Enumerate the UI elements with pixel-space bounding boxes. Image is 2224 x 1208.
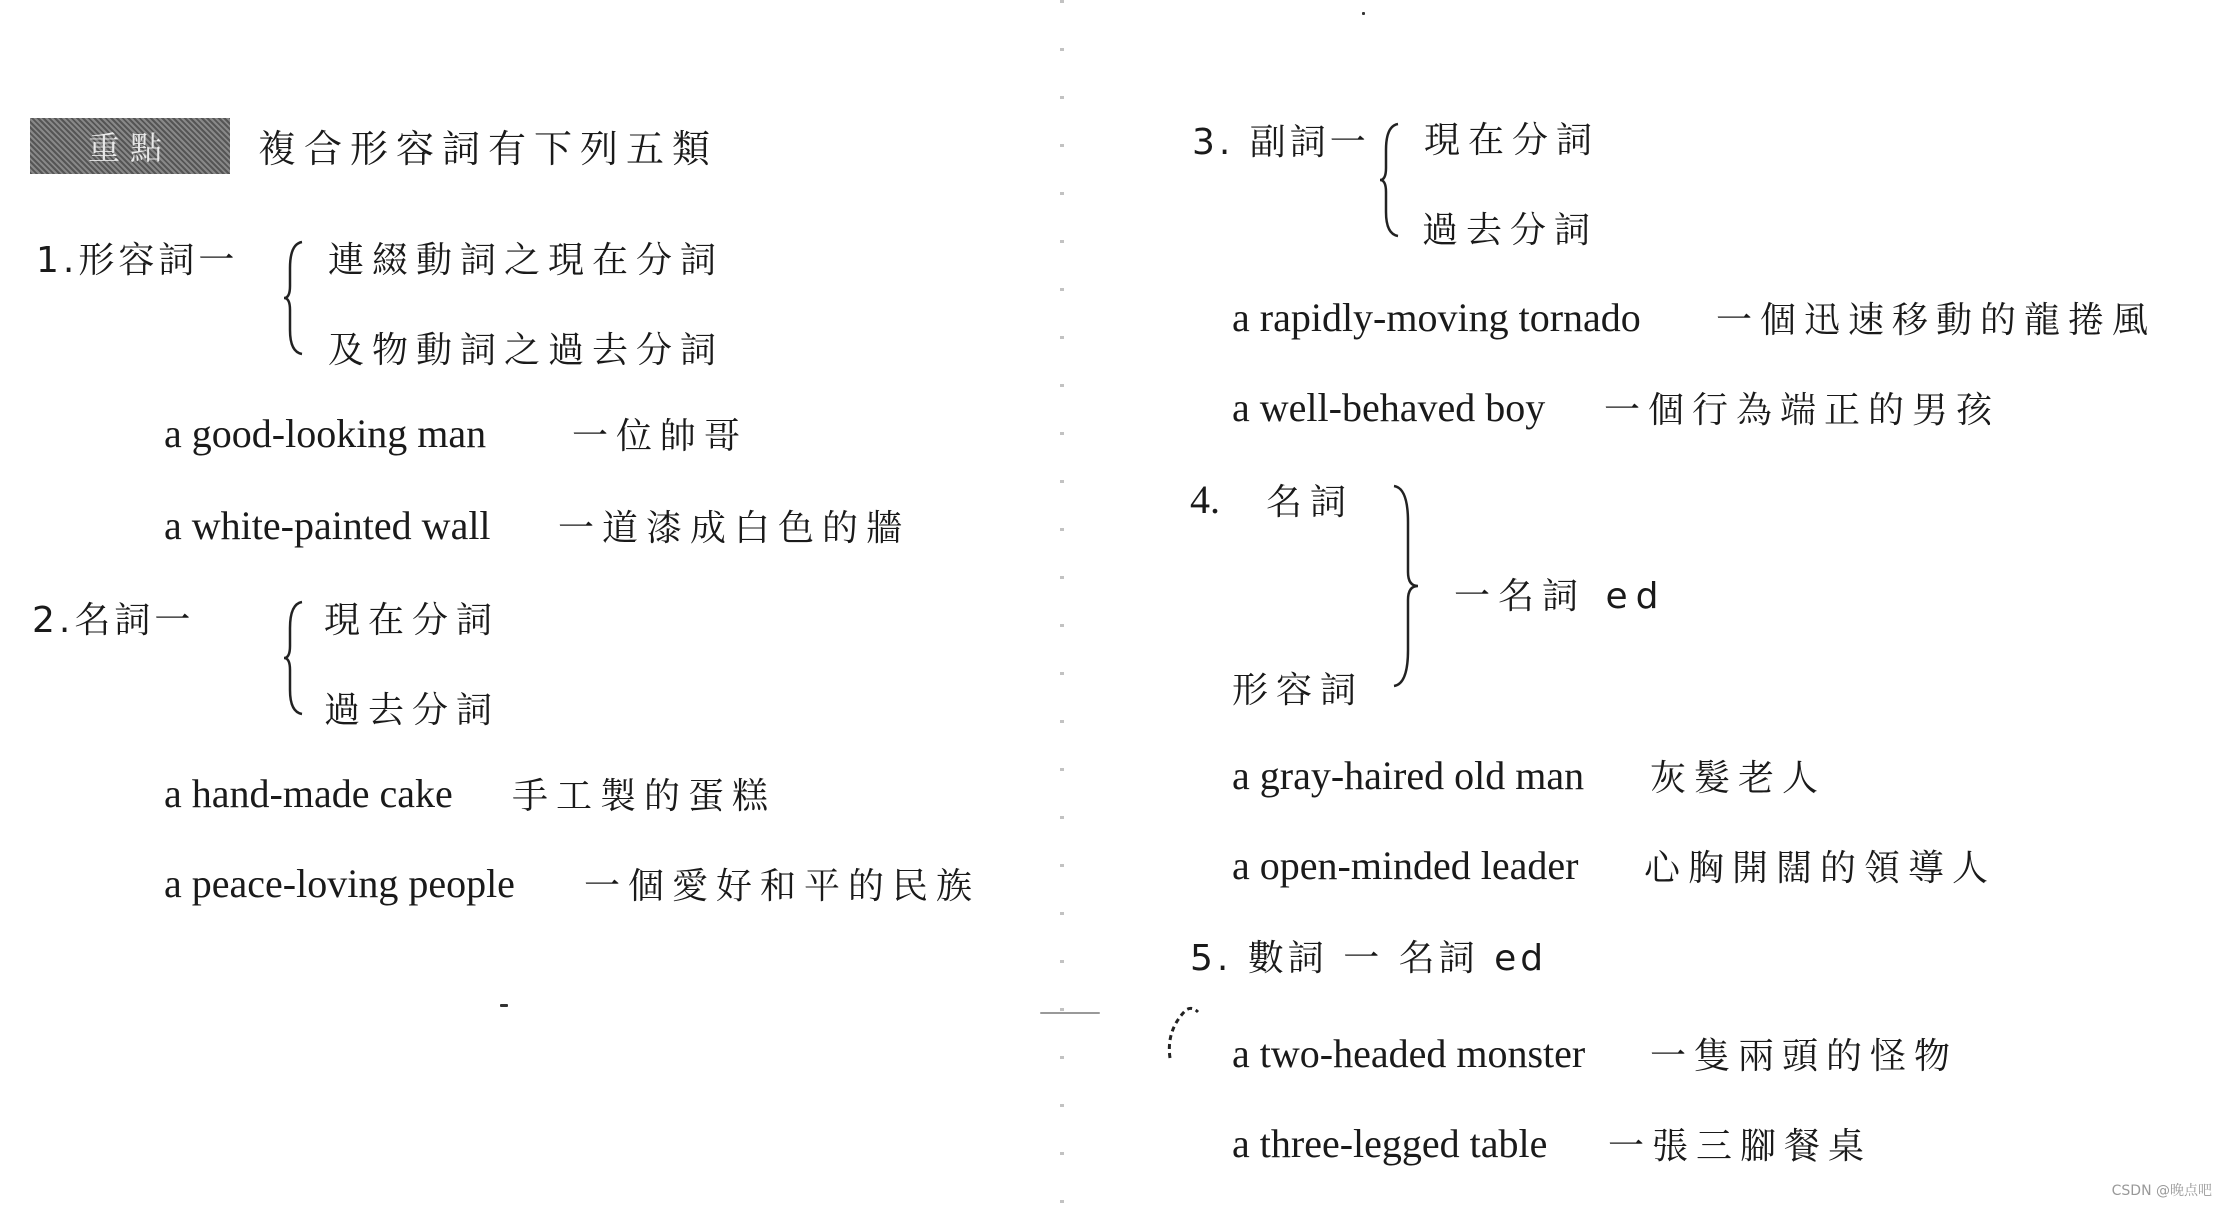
example-1b-en: a white-painted wall [164,503,491,548]
section-1-brace-top: 連綴動詞之現在分詞 [328,240,725,281]
section-2-brace [282,598,306,718]
section-4-number: 4. [1190,477,1220,522]
section-4-top: 名詞 [1266,482,1355,523]
section-3-brace-top: 現在分詞 [1424,120,1601,161]
example-3a-zh: 一個迅速移動的龍捲風 [1716,300,2157,341]
handwritten-mark [1160,1000,1208,1064]
section-1-label: 1.形容詞一 [36,240,239,281]
page-heading: 複合形容詞有下列五類 [258,127,719,171]
example-5b-en: a three-legged table [1232,1121,1548,1166]
example-4b-en: a open-minded leader [1232,843,1579,888]
section-2-brace-top: 現在分詞 [324,600,501,641]
example-1a-zh: 一位帥哥 [572,416,749,457]
watermark: CSDN @晚点吧 [2111,1183,2212,1199]
example-2a-en: a hand-made cake [164,771,453,816]
example-1b-zh: 一道漆成白色的牆 [558,508,911,549]
example-4a-zh: 灰髮老人 [1650,758,1827,799]
example-5b-zh: 一張三腳餐桌 [1608,1126,1873,1167]
example-4a-en: a gray-haired old man [1232,753,1585,798]
scan-speck [1362,12,1365,15]
section-3-brace [1378,120,1402,240]
section-3-label: 3. 副詞一 [1192,122,1370,163]
section-1-brace-bottom: 及物動詞之過去分詞 [328,330,725,371]
key-point-badge: 重點 [30,118,230,174]
section-3-brace-bottom: 過去分詞 [1422,210,1599,251]
column-divider [1060,0,1064,1208]
example-1a-en: a good-looking man [164,411,487,456]
scan-speck [500,1004,508,1007]
example-2b-en: a peace-loving people [164,861,515,906]
section-2-label: 2.名詞一 [32,600,195,641]
example-5a-en: a two-headed monster [1232,1031,1586,1076]
example-3b-en: a well-behaved boy [1232,385,1546,430]
example-5a-zh: 一隻兩頭的怪物 [1650,1036,1959,1077]
scan-speck [1040,1012,1100,1014]
section-4-result: 一名詞 ed [1454,576,1667,617]
section-4-brace [1390,482,1420,690]
example-4b-zh: 心胸開闊的領導人 [1644,848,1997,889]
example-3a-en: a rapidly-moving tornado [1232,295,1641,340]
section-2-brace-bottom: 過去分詞 [324,690,501,731]
section-1-brace [282,238,306,358]
section-4-bottom: 形容詞 [1232,670,1365,711]
example-3b-zh: 一個行為端正的男孩 [1604,390,2001,431]
section-5-label: 5. 數詞 一 名詞 ed [1190,938,1548,979]
example-2b-zh: 一個愛好和平的民族 [584,866,981,907]
example-2a-zh: 手工製的蛋糕 [512,776,777,817]
